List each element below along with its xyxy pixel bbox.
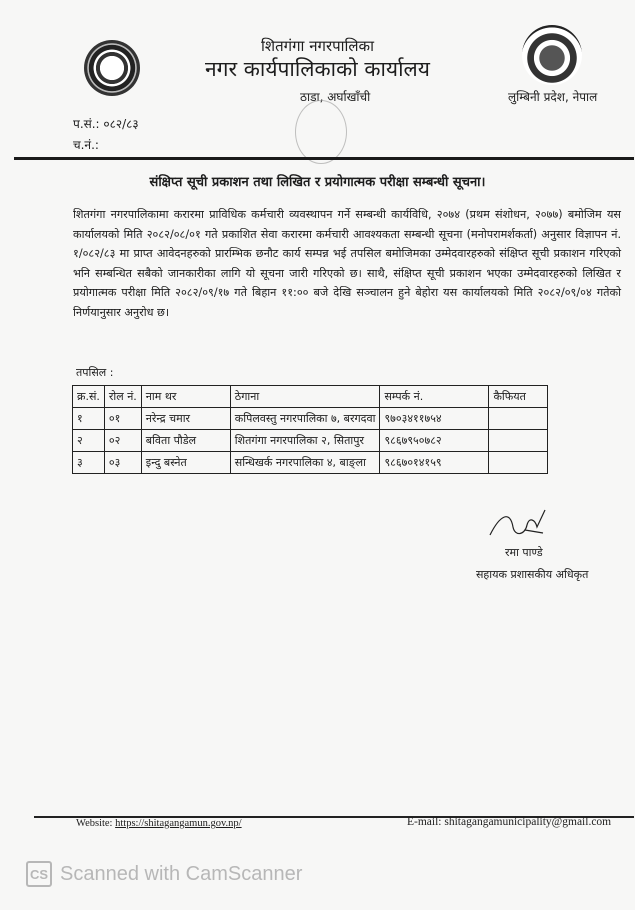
office-name: नगर कार्यपालिकाको कार्यालय (205, 57, 430, 81)
cell-contact: ९८६७९५०७८२ (380, 430, 489, 452)
cell-remarks (489, 430, 548, 452)
cell-address: शितगंगा नगरपालिका २, सितापुर (230, 430, 380, 452)
notice-title: संक्षिप्त सूची प्रकाशन तथा लिखित र प्रयोगात्मक परीक्षा सम्बन्धी सूचना। (149, 175, 486, 190)
cell-name: नरेन्द्र चमार (141, 408, 230, 430)
col-header-sn: क्र.सं. (73, 386, 105, 408)
signatory-name: रमा पाण्डे (505, 546, 543, 559)
municipality-name: शितगंगा नगरपालिका (261, 37, 374, 55)
table-row (73, 430, 548, 452)
cell-roll: ०३ (104, 452, 141, 474)
cell-sn: ३ (73, 452, 105, 474)
table-row (73, 408, 548, 430)
col-header-remarks: कैफियत (489, 386, 548, 408)
cell-address: सन्धिखर्क नगरपालिका ४, बाङ्ला (230, 452, 380, 474)
dispatch-number: च.नं.: (73, 138, 99, 152)
header-divider (14, 157, 634, 160)
col-header-address: ठेगाना (230, 386, 380, 408)
website-link[interactable]: https://shitagangamun.gov.np/ (115, 818, 242, 829)
col-header-contact: सम्पर्क नं. (380, 386, 489, 408)
camscanner-watermark (26, 861, 302, 887)
cell-contact: ९७०३४११७५४ (380, 408, 489, 430)
candidate-table (72, 385, 548, 474)
table-row (73, 452, 548, 474)
footer-email: E-mail: shitagangamunicipality@gmail.com (407, 816, 612, 828)
col-header-roll: रोल नं. (104, 386, 141, 408)
signatory-designation: सहायक प्रशासकीय अधिकृत (476, 568, 589, 581)
cell-address: कपिलवस्तु नगरपालिका ७, बरगदवा (230, 408, 380, 430)
signature-mark (485, 505, 555, 545)
website-label: Website: (76, 818, 116, 829)
province-name: लुम्बिनी प्रदेश, नेपाल (508, 90, 598, 104)
office-stamp (295, 100, 347, 164)
cell-roll: ०२ (104, 430, 141, 452)
col-header-name: नाम थर (141, 386, 230, 408)
notice-body: शितगंगा नगरपालिकामा करारमा प्राविधिक कर्मचारी व्यवस्थापन गर्ने सम्बन्धी कार्यविधि, २०७४ (प्रथम संशोधन, २०७७) बमोजिम यस कार्यालयको मिति २०८२/०८/०१ गते प्रकाशित सेवा करारमा कर्मचारी आवश्यकता सम्बन्धी सूचना (मनोपरामर्शकर्ता) अनुसार विज्ञापन नं. १/०८२/८३ मा प्राप्त आवेदनहरुको प्रारम्भिक छनौट कार्य सम्पन्न भई तपसिल बमोजिमका उम्मेदवारहरुको संक्षिप्त सूची प्रकाशन गरिएको भनि सम्बन्धित सबैको जानकारीका लागि यो सूचना जारी गरिएको छ। साथै, संक्षिप्त सूची प्रकाशन भएका उम्मेदवारहरुको लिखित र प्रयोगात्मक परीक्षा मिति २०८२/०९/१७ गते बिहान ११:०० बजे देखि सञ्चालन हुने बेहोरा यस कार्यालयको मिति २०८२/०९/०४ गतेको निर्णयानुसार अनुरोध छ। (73, 208, 621, 319)
reference-number: प.सं.: ०८२/८३ (73, 117, 139, 131)
cell-remarks (489, 408, 548, 430)
camscanner-logo-icon: CS (26, 861, 52, 887)
cell-name: इन्दु बस्नेत (141, 452, 230, 474)
details-label: तपसिल : (76, 366, 114, 379)
cell-contact: ९८६७०१४१५९ (380, 452, 489, 474)
cell-name: बविता पौडेल (141, 430, 230, 452)
office-location: ठाडा, अर्घाखाँची (300, 90, 371, 104)
cell-sn: १ (73, 408, 105, 430)
camscanner-text: Scanned with CamScanner (60, 862, 303, 885)
cell-remarks (489, 452, 548, 474)
cell-roll: ०१ (104, 408, 141, 430)
cell-sn: २ (73, 430, 105, 452)
table-header-row (73, 386, 548, 408)
footer-website (76, 818, 242, 829)
